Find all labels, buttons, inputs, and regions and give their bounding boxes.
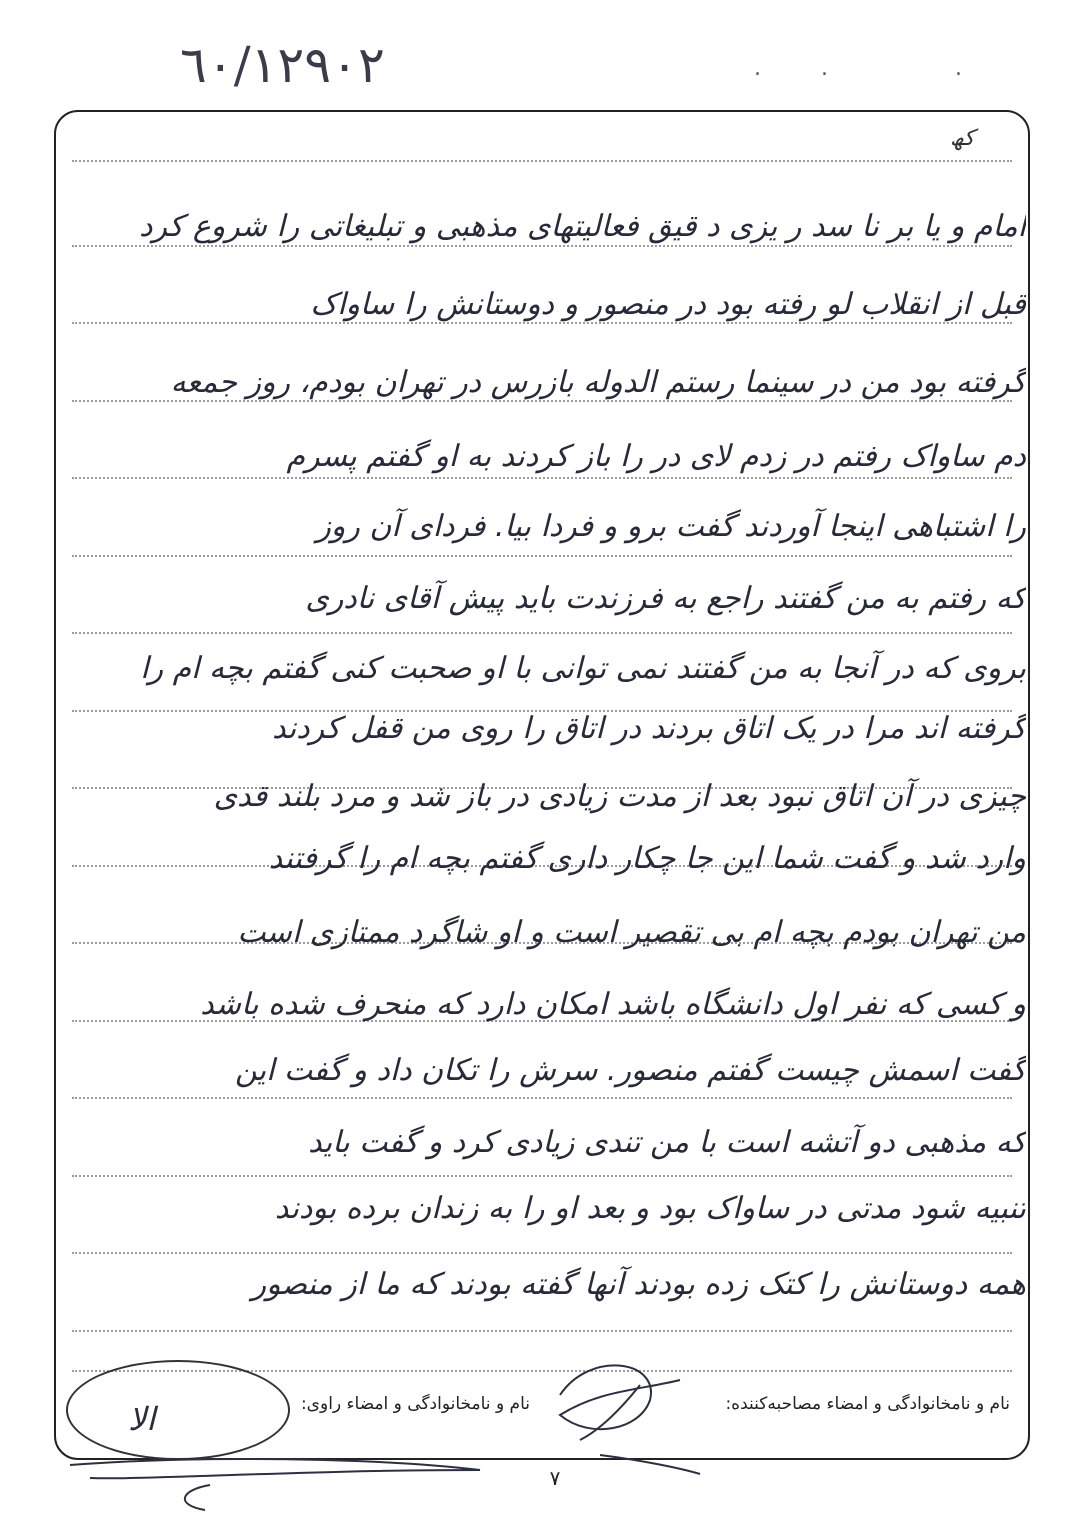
text-line-6: که رفتم به من گفتند راجع به فرزندت باید پیش آقای نادری xyxy=(305,581,1026,616)
text-line-12: و کسی که نفر اول دانشگاه باشد امکان دارد که منحرف شده باشد xyxy=(200,987,1026,1022)
text-line-5: را اشتباهی اینجا آوردند گفت برو و فردا بیا. فردای آن روز xyxy=(316,509,1026,544)
text-line-1: امام و یا بر نا سد ر یزی د قیق فعالیتهای مذهبی و تبلیغاتی را شروع کرد xyxy=(139,209,1026,244)
text-line-3: گرفته بود من در سینما رستم الدوله بازرس در تهران بودم، روز جمعه xyxy=(170,365,1026,400)
narrator-signature-label: نام و نامخانوادگی و امضاء راوی: xyxy=(300,1394,530,1414)
text-line-14: که مذهبی دو آتشه است با من تندی زیادی کرد و گفت باید xyxy=(308,1125,1026,1160)
text-line-2: قبل از انقلاب لو رفته بود در منصور و دوستانش را ساواک xyxy=(310,287,1026,322)
interviewer-signature-scribble xyxy=(560,1365,680,1429)
interviewer-signature-label: نام و نامخانوادگی و امضاء مصاحبه‌کننده: xyxy=(725,1394,1010,1414)
text-line-15: تنبیه شود مدتی در ساواک بود و بعد او را به زندان برده بودند xyxy=(274,1191,1026,1226)
text-line-11: من تهران بودم بچه ام بی تقصیر است و او شاگرد ممتازی است xyxy=(237,915,1026,950)
text-line-9: چیزی در آن اتاق نبود بعد از مدت زیادی در باز شد و مرد بلند قدی xyxy=(213,779,1026,814)
bottom-right-stroke xyxy=(600,1455,700,1474)
corner-marks: .. . xyxy=(754,56,1022,81)
narrator-signature: ا‌لا xyxy=(128,1400,156,1438)
text-line-4: دم ساواک رفتم در زدم لای در را باز کردند به او گفتم پسرم xyxy=(286,439,1026,474)
archive-number: ٦٠/١٢٩٠٢ xyxy=(180,36,385,94)
text-line-7: بروی که در آنجا به من گفتند نمی توانی با او صحبت کنی گفتم بچه ام را xyxy=(140,651,1026,686)
header-mark: کھ xyxy=(950,126,975,151)
text-line-13: گفت اسمش چیست گفتم منصور. سرش را تکان داد و گفت این xyxy=(234,1053,1026,1088)
text-line-8: گرفته اند مرا در یک اتاق بردند در اتاق را روی من قفل کردند xyxy=(272,711,1026,746)
text-line-16: همه دوستانش را کتک زده بودند آنها گفته بودند که ما از منصور xyxy=(251,1267,1026,1302)
page-number: ۷ xyxy=(549,1466,561,1490)
bottom-c-mark xyxy=(185,1485,210,1510)
bottom-left-scribble xyxy=(70,1459,480,1478)
text-line-10: وارد شد و گفت شما این جا چکار داری گفتم بچه ام را گرفتند xyxy=(268,841,1026,876)
